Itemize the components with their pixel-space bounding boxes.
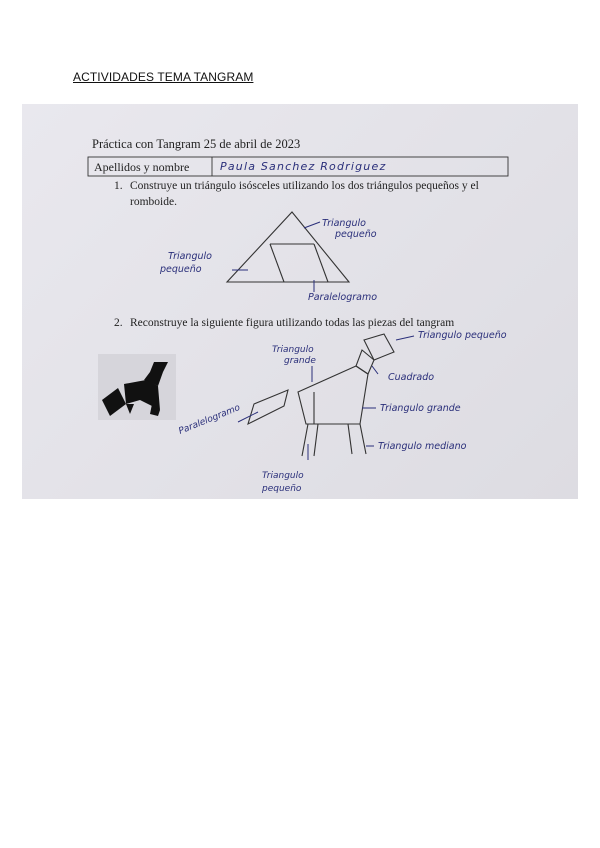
front-leg-1 [348, 424, 352, 454]
label-t2-bigtri-1: Triangulo [272, 345, 314, 355]
label-t1-left-2: pequeño [160, 264, 202, 275]
task2-number: 2. [114, 317, 123, 329]
worksheet-heading: Práctica con Tangram 25 de abril de 2023 [92, 137, 301, 151]
tangram-dog-drawing [248, 334, 394, 456]
arrow-square [372, 366, 378, 374]
back-leg-1 [302, 424, 308, 456]
label-t1-topright-1: Triangulo [322, 218, 366, 229]
triangle-inner-line-right [314, 244, 328, 282]
label-t1-left-1: Triangulo [168, 251, 212, 262]
task2-text: Reconstruye la siguiente figura utilizando todas las piezas del tangram [130, 317, 455, 329]
arrow-top-right [304, 222, 320, 228]
label-t2-leg: Triangulo mediano [378, 441, 467, 452]
label-t2-body: Triangulo grande [380, 403, 461, 414]
task1-line2: romboide. [130, 196, 177, 208]
worksheet-photo [22, 104, 578, 499]
front-leg-2 [360, 424, 366, 454]
label-t1-bottom: Paralelogramo [308, 292, 378, 303]
triangle-inner-line-diag [270, 244, 284, 282]
label-t2-para: Paralelogramo [177, 403, 242, 437]
back-leg-2 [314, 424, 318, 456]
arrow-head [396, 336, 414, 340]
task1-number: 1. [114, 180, 123, 192]
label-t2-tail-1: Triangulo [262, 471, 304, 481]
piece-parallelogram [248, 390, 288, 424]
name-label: Apellidos y nombre [94, 160, 190, 174]
label-t2-head: Triangulo pequeño [418, 330, 507, 341]
document-title: ACTIVIDADES TEMA TANGRAM [73, 70, 254, 84]
piece-body [298, 366, 368, 424]
label-t2-tail-2: pequeño [262, 484, 302, 494]
label-t2-square: Cuadrado [388, 372, 435, 383]
worksheet-drawing [22, 104, 578, 499]
name-value: Paula Sanchez Rodriguez [220, 160, 387, 173]
label-t2-bigtri-2: grande [284, 356, 316, 366]
label-t1-topright-2: pequeño [335, 229, 377, 240]
task1-line1: Construye un triángulo isósceles utilizando los dos triángulos pequeños y el [130, 180, 479, 192]
